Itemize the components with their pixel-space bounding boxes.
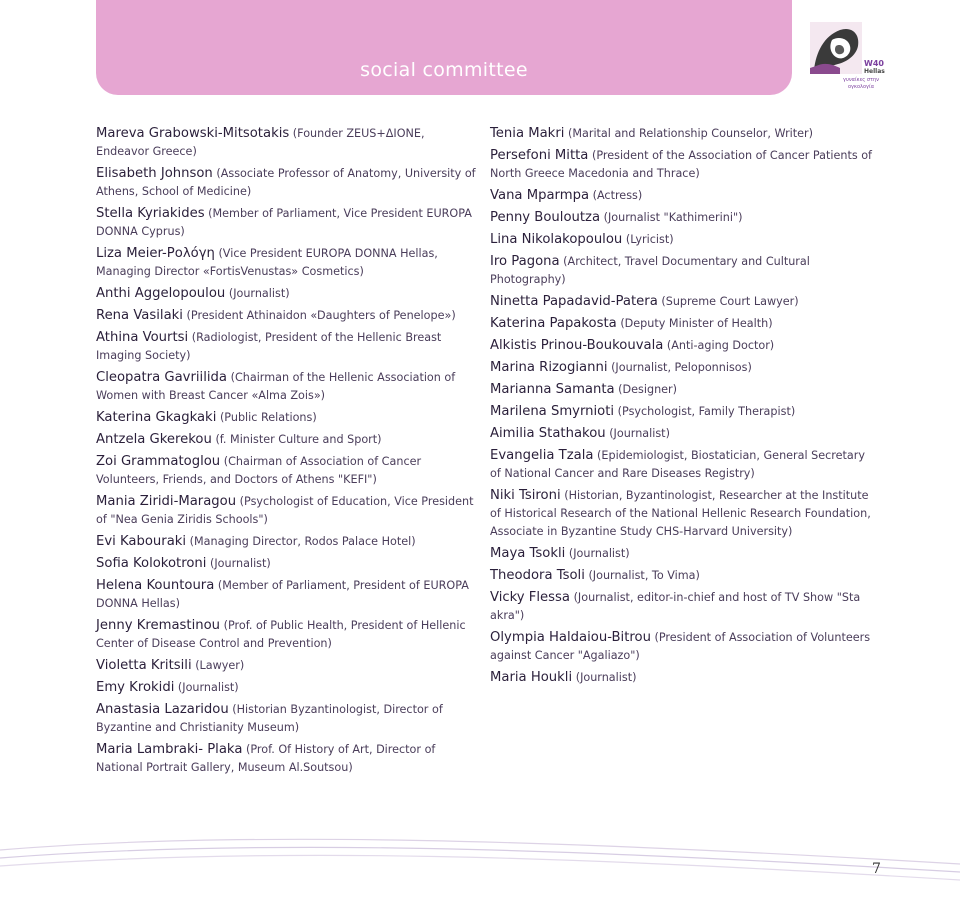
member-entry — [96, 533, 481, 551]
member-entry — [96, 657, 481, 675]
member-role: (Member of Parliament, Vice President EUROPA DONNA Cyprus) — [96, 207, 472, 238]
member-entry — [490, 231, 875, 249]
member-role: (Managing Director, Rodos Palace Hotel) — [189, 535, 416, 548]
member-entry — [490, 293, 875, 311]
member-name: Sofia Kolokotroni — [96, 556, 207, 571]
member-role: (Prof. of Public Health, President of Hellenic Center of Disease Control and Prevention) — [96, 619, 466, 650]
member-role: (Associate Professor of Anatomy, University of Athens, School of Medicine) — [96, 167, 476, 198]
member-role: (Marital and Relationship Counselor, Writer) — [567, 127, 814, 140]
member-entry — [490, 425, 875, 443]
member-role: (Epidemiologist, Biostatician, General Secretary of National Cancer and Rare Diseases Registry) — [490, 449, 865, 480]
member-role: (Historian Byzantinologist, Director of Byzantine and Christianity Museum) — [96, 703, 443, 734]
member-entry — [96, 741, 481, 777]
member-entry — [490, 567, 875, 585]
member-role: (Journalist, To Vima) — [588, 569, 700, 582]
member-name: Olympia Haldaiou-Bitrou — [490, 630, 651, 645]
member-name: Mareva Grabowski-Mitsotakis — [96, 126, 290, 141]
member-name: Alkistis Prinou-Boukouvala — [490, 338, 664, 353]
member-entry — [490, 209, 875, 227]
member-entry — [490, 487, 875, 541]
member-entry — [490, 403, 875, 421]
member-role: (Journalist) — [177, 681, 239, 694]
member-entry — [490, 545, 875, 563]
member-name: Evi Kabouraki — [96, 534, 187, 549]
header-banner — [96, 0, 792, 95]
member-name: Niki Tsironi — [490, 488, 561, 503]
member-name: Rena Vasilaki — [96, 308, 183, 323]
member-role: (Prof. Of History of Art, Director of National Portrait Gallery, Museum Al.Soutsou) — [96, 743, 436, 774]
member-name: Vana Mparmpa — [490, 188, 590, 203]
page-title: social committee — [360, 59, 528, 81]
member-role: (f. Minister Culture and Sport) — [215, 433, 382, 446]
member-role: (Deputy Minister of Health) — [620, 317, 773, 330]
member-name: Cleopatra Gavriilida — [96, 370, 228, 385]
member-name: Ninetta Papadavid-Patera — [490, 294, 658, 309]
member-role: (Psychologist of Education, Vice President of "Nea Genia Ziridis Schools") — [96, 495, 474, 526]
left-member-list — [96, 125, 481, 781]
member-role: (Chairman of the Hellenic Association of Women with Breast Cancer «Alma Zois») — [96, 371, 456, 402]
member-role: (Chairman of Association of Cancer Volunteers, Friends, and Doctors of Athens "KEFI") — [96, 455, 422, 486]
logo-title: W40 — [864, 59, 884, 68]
member-role: (Journalist "Kathimerini") — [603, 211, 743, 224]
member-name: Vicky Flessa — [490, 590, 570, 605]
member-name: Liza Meier-Ρολόγη — [96, 246, 215, 261]
member-role: (Journalist) — [228, 287, 290, 300]
logo-subtitle: Hellas — [864, 68, 885, 75]
member-name: Jenny Kremastinou — [96, 618, 221, 633]
member-name: Antzela Gkerekou — [96, 432, 212, 447]
member-name: Emy Krokidi — [96, 680, 175, 695]
member-entry — [96, 617, 481, 653]
member-role: (Vice President EUROPA DONNA Hellas, Managing Director «FortisVenustas» Cosmetics) — [96, 247, 438, 278]
member-role: (Supreme Court Lawyer) — [661, 295, 799, 308]
member-entry — [490, 147, 875, 183]
member-role: (Radiologist, President of the Hellenic Breast Imaging Society) — [96, 331, 442, 362]
member-name: Marina Rizogianni — [490, 360, 608, 375]
member-entry — [96, 125, 481, 161]
member-entry — [490, 447, 875, 483]
member-entry — [96, 453, 481, 489]
member-entry — [96, 329, 481, 365]
member-name: Persefoni Mitta — [490, 148, 589, 163]
member-name: Lina Nikolakopoulou — [490, 232, 623, 247]
member-entry — [96, 679, 481, 697]
member-name: Elisabeth Johnson — [96, 166, 213, 181]
member-entry — [96, 555, 481, 573]
right-member-list — [490, 125, 875, 691]
member-role: (Lawyer) — [195, 659, 245, 672]
member-entry — [490, 125, 875, 143]
member-entry — [490, 589, 875, 625]
member-role: (Historian, Byzantinologist, Researcher at the Institute of Historical Research of the National Hellenic Research Foundation, Associate in Byzantine Study CHS-Harvard University) — [490, 489, 871, 538]
member-name: Maria Houkli — [490, 670, 573, 685]
member-entry — [490, 381, 875, 399]
member-entry — [96, 285, 481, 303]
member-role: (Actress) — [592, 189, 643, 202]
member-name: Anastasia Lazaridou — [96, 702, 229, 717]
member-name: Helena Kountoura — [96, 578, 215, 593]
member-entry — [490, 359, 875, 377]
member-name: Iro Pagona — [490, 254, 560, 269]
member-name: Violetta Kritsili — [96, 658, 192, 673]
member-name: Mania Ziridi-Maragou — [96, 494, 237, 509]
member-entry — [490, 253, 875, 289]
member-name: Katerina Gkagkaki — [96, 410, 217, 425]
member-role: (Journalist, editor-in-chief and host of TV Show "Sta akra") — [490, 591, 861, 622]
member-role: (Journalist) — [210, 557, 271, 570]
member-entry — [490, 315, 875, 333]
member-entry — [96, 577, 481, 613]
member-name: Maya Tsokli — [490, 546, 566, 561]
member-name: Athina Vourtsi — [96, 330, 189, 345]
member-name: Marilena Smyrnioti — [490, 404, 615, 419]
member-entry — [96, 701, 481, 737]
member-role: (Member of Parliament, President of EUROPA DONNA Hellas) — [96, 579, 469, 610]
member-role: (Journalist) — [575, 671, 637, 684]
member-role: (President of Association of Volunteers against Cancer "Agaliazo") — [490, 631, 871, 662]
member-name: Aimilia Stathakou — [490, 426, 606, 441]
page-number: 7 — [872, 861, 881, 877]
member-name: Katerina Papakosta — [490, 316, 617, 331]
member-role: (Public Relations) — [219, 411, 317, 424]
member-entry — [96, 245, 481, 281]
member-entry — [490, 187, 875, 205]
member-entry — [96, 493, 481, 529]
member-entry — [490, 337, 875, 355]
member-name: Anthi Aggelopoulou — [96, 286, 226, 301]
member-name: Zoi Grammatoglou — [96, 454, 221, 469]
member-entry — [490, 629, 875, 665]
member-name: Penny Bouloutza — [490, 210, 601, 225]
member-entry — [96, 409, 481, 427]
member-name: Maria Lambraki- Plaka — [96, 742, 243, 757]
member-role: (Architect, Travel Documentary and Cultural Photography) — [490, 255, 810, 286]
member-name: Theodora Tsoli — [490, 568, 585, 583]
member-role: (Lyricist) — [625, 233, 674, 246]
member-role: (President Athinaidon «Daughters of Penelope») — [186, 309, 456, 322]
member-entry — [96, 431, 481, 449]
member-role: (Designer) — [618, 383, 678, 396]
member-role: (Journalist, Peloponnisos) — [611, 361, 752, 374]
member-entry — [96, 307, 481, 325]
member-name: Stella Kyriakides — [96, 206, 205, 221]
logo-portrait-icon — [810, 22, 862, 74]
member-name: Evangelia Tzala — [490, 448, 594, 463]
member-entry — [490, 669, 875, 687]
member-role: (Journalist) — [609, 427, 670, 440]
w40-hellas-logo — [810, 22, 890, 100]
member-role: (President of the Association of Cancer Patients of North Greece Macedonia and Thrace) — [490, 149, 872, 180]
member-name: Marianna Samanta — [490, 382, 615, 397]
member-entry — [96, 165, 481, 201]
member-name: Tenia Makri — [490, 126, 565, 141]
decorative-wave-lines — [0, 820, 960, 912]
member-role: (Anti-aging Doctor) — [666, 339, 775, 352]
member-role: (Psychologist, Family Therapist) — [617, 405, 796, 418]
member-entry — [96, 205, 481, 241]
member-role: (Founder ZEUS+ΔΙΟΝΕ, Endeavor Greece) — [96, 127, 425, 158]
member-entry — [96, 369, 481, 405]
member-role: (Journalist) — [568, 547, 630, 560]
logo-tagline: γυναίκες στην ογκολογία — [843, 77, 879, 90]
